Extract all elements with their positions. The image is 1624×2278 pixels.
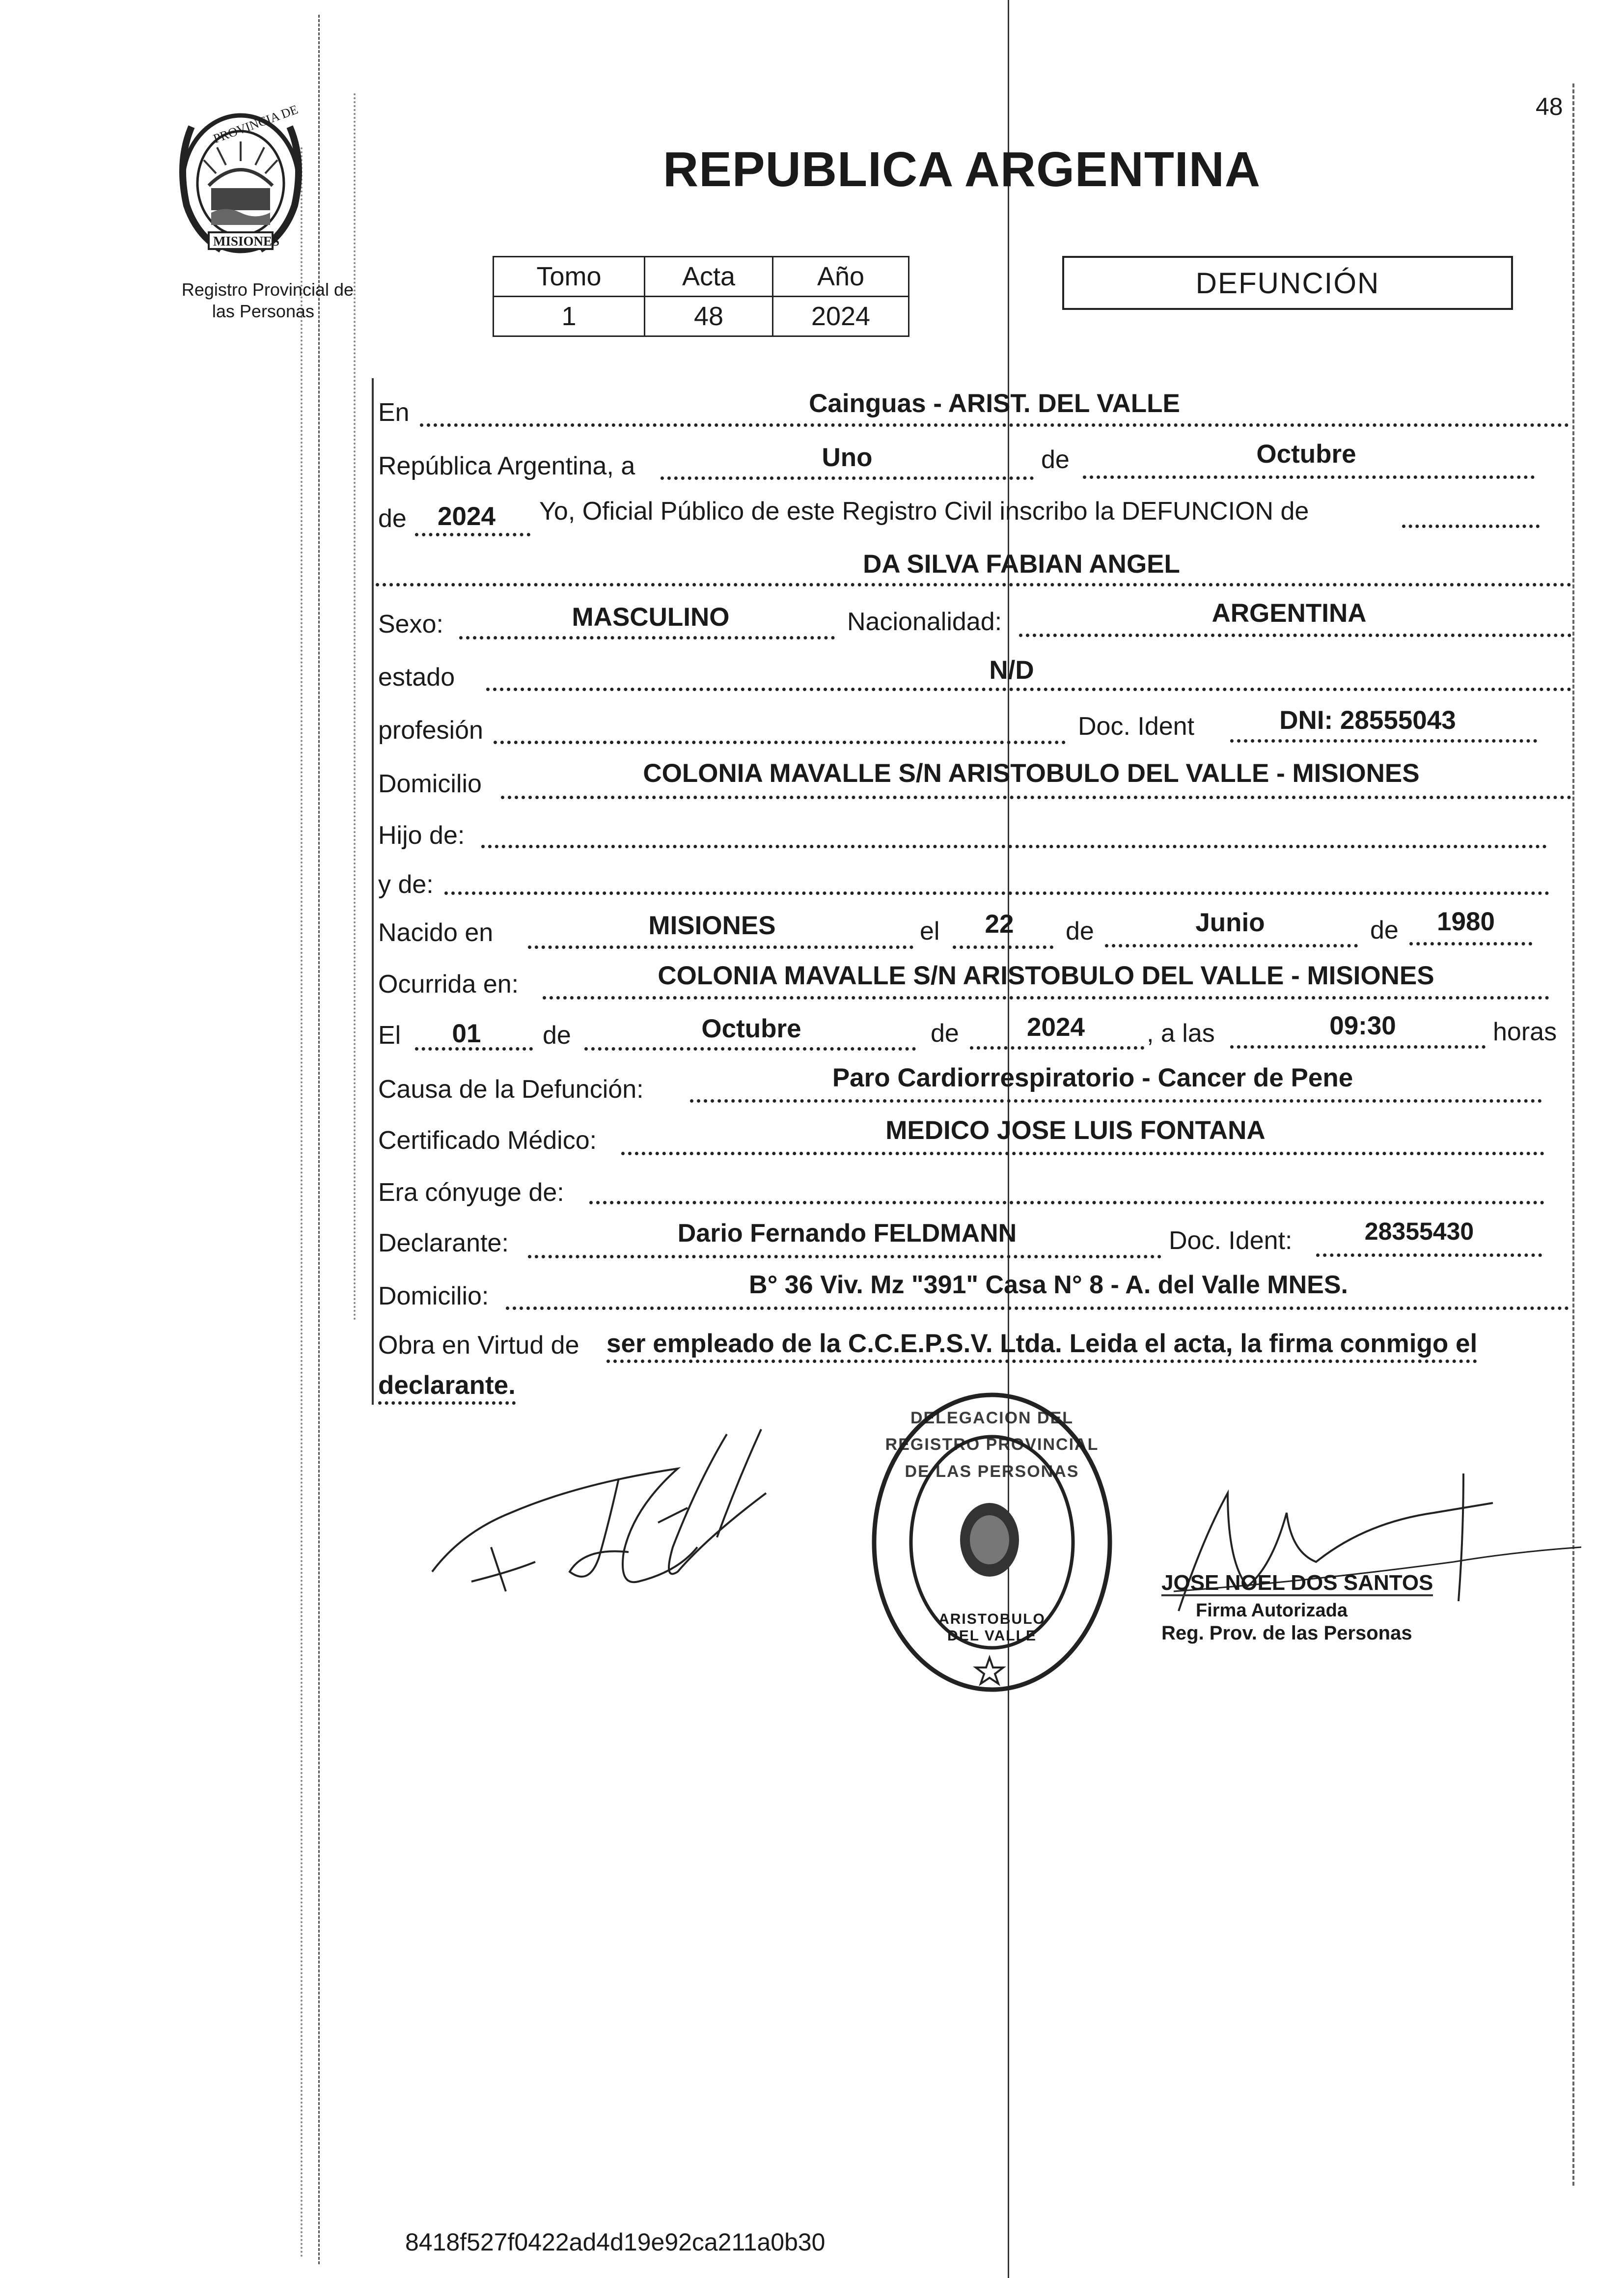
birth-month-dots xyxy=(1105,944,1358,947)
birth-month: Junio xyxy=(1195,908,1265,937)
en-dots xyxy=(420,423,1569,427)
birth-de-1: de xyxy=(1066,917,1094,945)
seal-outer-text: DELEGACION DEL REGISTRO PROVINCIAL DE LAS PERSONAS xyxy=(885,1409,1099,1481)
logo-bottom-text: MISIONES xyxy=(213,234,280,249)
death-month-dots xyxy=(584,1047,916,1051)
registry-line-2: las Personas xyxy=(212,301,314,321)
obra-value-line1: ser empleado de la C.C.E.P.S.V. Ltda. Leida el acta, la firma conmigo el xyxy=(606,1329,1477,1363)
declarante-dots xyxy=(528,1255,1161,1258)
hijo-dots xyxy=(481,845,1547,848)
domicilio-dots xyxy=(501,796,1571,799)
logo-top-text: PROVINCIA DE xyxy=(211,102,300,146)
tomo-header: Tomo xyxy=(494,257,645,297)
official-stamp-registry: Reg. Prov. de las Personas xyxy=(1161,1622,1412,1644)
domicilio2-label: Domicilio: xyxy=(378,1282,489,1310)
record-table-header-row xyxy=(494,257,909,297)
nacido-value: MISIONES xyxy=(648,911,776,940)
death-de-1: de xyxy=(543,1021,571,1050)
profesion-label: profesión xyxy=(378,716,483,745)
doc-ident2-dots xyxy=(1316,1253,1542,1257)
doc-ident-dots xyxy=(1230,739,1537,743)
record-table-value-row xyxy=(494,297,909,336)
declarante-label: Declarante: xyxy=(378,1229,509,1257)
en-label: En xyxy=(378,398,410,427)
yde-dots xyxy=(444,891,1549,895)
conyuge-dots xyxy=(589,1201,1544,1204)
death-time: 09:30 xyxy=(1329,1011,1396,1040)
death-day: 01 xyxy=(452,1019,481,1048)
day-dots xyxy=(661,476,1034,480)
ocurrida-value: COLONIA MAVALLE S/N ARISTOBULO DEL VALLE - MISIONES xyxy=(658,961,1434,990)
inscribo-dots xyxy=(1402,525,1540,528)
domicilio2-dots xyxy=(506,1306,1569,1310)
death-month: Octubre xyxy=(701,1014,801,1043)
year-value: 2024 xyxy=(438,502,495,531)
sexo-label: Sexo: xyxy=(378,610,443,639)
month-text: Octubre xyxy=(1256,440,1356,469)
doc-ident2-value: 28355430 xyxy=(1364,1218,1474,1245)
left-margin-line-2 xyxy=(354,93,356,1321)
tomo-value: 1 xyxy=(494,297,645,336)
alas-label: , a las xyxy=(1147,1019,1215,1048)
sexo-value: MASCULINO xyxy=(572,603,730,632)
ocurrida-dots xyxy=(543,996,1549,1000)
sexo-dots xyxy=(459,636,835,639)
hijo-label: Hijo de: xyxy=(378,821,465,850)
day-text: Uno xyxy=(822,443,873,472)
form-left-border xyxy=(372,378,374,1405)
certificado-dots xyxy=(621,1152,1544,1155)
el-label: el xyxy=(920,917,940,945)
yde-label: y de: xyxy=(378,870,434,899)
anio-header: Año xyxy=(773,257,909,297)
record-type-label: DEFUNCIÓN xyxy=(1195,266,1380,300)
acta-value: 48 xyxy=(645,297,773,336)
left-margin-line-3 xyxy=(301,147,303,2259)
obra-value-line2: declarante. xyxy=(378,1370,516,1405)
birth-day-dots xyxy=(953,945,1053,949)
death-year: 2024 xyxy=(1027,1013,1085,1042)
registry-line-1: Registro Provincial de xyxy=(181,279,354,300)
estado-dots xyxy=(486,688,1571,691)
causa-label: Causa de la Defunción: xyxy=(378,1075,644,1104)
domicilio-value: COLONIA MAVALLE S/N ARISTOBULO DEL VALLE - MISIONES xyxy=(643,759,1420,788)
en-value: Cainguas - ARIST. DEL VALLE xyxy=(809,389,1180,418)
province-logo xyxy=(162,102,319,259)
registry-name xyxy=(147,279,354,322)
document-hash: 8418f527f0422ad4d19e92ca211a0b30 xyxy=(405,2228,826,2256)
registry-seal xyxy=(864,1385,1120,1699)
el2-label: El xyxy=(378,1021,401,1050)
birth-de-2: de xyxy=(1370,916,1399,945)
declarant-signature xyxy=(422,1424,815,1611)
horas-label: horas xyxy=(1493,1018,1557,1046)
name-dots xyxy=(376,583,1571,586)
nacido-label: Nacido en xyxy=(378,918,494,947)
causa-dots xyxy=(690,1099,1542,1103)
year-dots xyxy=(415,533,530,536)
conyuge-label: Era cónyuge de: xyxy=(378,1178,564,1207)
certificado-value: MEDICO JOSE LUIS FONTANA xyxy=(885,1116,1266,1145)
seal-inner-text: ARISTOBULO DEL VALLE xyxy=(938,1611,1046,1644)
estado-label: estado xyxy=(378,663,455,692)
ocurrida-label: Ocurrida en: xyxy=(378,970,519,999)
deceased-name: DA SILVA FABIAN ANGEL xyxy=(863,550,1180,579)
left-margin-line xyxy=(318,15,320,2264)
inscribo-text: Yo, Oficial Público de este Registro Civil inscribo la DEFUNCION de xyxy=(539,497,1309,526)
domicilio-label: Domicilio xyxy=(378,770,482,798)
doc-ident-value: DNI: 28555043 xyxy=(1279,706,1456,735)
death-de-2: de xyxy=(931,1019,959,1048)
birth-year-dots xyxy=(1409,942,1532,945)
official-stamp-name: JOSE NOEL DOS SANTOS xyxy=(1161,1572,1433,1596)
nacido-dots xyxy=(528,945,913,949)
nacionalidad-label: Nacionalidad: xyxy=(847,608,1002,636)
official-stamp-role: Firma Autorizada xyxy=(1196,1600,1348,1621)
record-table xyxy=(493,256,909,337)
page-number: 48 xyxy=(1536,93,1563,120)
republica-label: República Argentina, a xyxy=(378,452,635,480)
declarante-value: Dario Fernando FELDMANN xyxy=(677,1219,1017,1248)
record-type-box xyxy=(1062,256,1513,310)
acta-header: Acta xyxy=(645,257,773,297)
profesion-dots xyxy=(494,741,1066,744)
form-right-border xyxy=(1572,83,1574,2186)
death-year-dots xyxy=(970,1046,1144,1050)
obra-label: Obra en Virtud de xyxy=(378,1331,579,1360)
birth-day: 22 xyxy=(985,910,1014,939)
month-dots xyxy=(1083,475,1535,479)
death-time-dots xyxy=(1230,1045,1486,1049)
anio-value: 2024 xyxy=(773,297,909,336)
official-stamp xyxy=(1161,1572,1466,1644)
page-title: REPUBLICA ARGENTINA xyxy=(663,142,1261,197)
doc-ident2-label: Doc. Ident: xyxy=(1169,1226,1293,1255)
certificado-label: Certificado Médico: xyxy=(378,1126,597,1155)
causa-value: Paro Cardiorrespiratorio - Cancer de Pene xyxy=(832,1063,1353,1092)
estado-value: N/D xyxy=(989,656,1034,685)
nacionalidad-dots xyxy=(1019,634,1571,637)
de-label-1: de xyxy=(1041,445,1070,474)
year-prefix: de xyxy=(378,504,407,533)
domicilio2-value: B° 36 Viv. Mz "391" Casa N° 8 - A. del Valle MNES. xyxy=(749,1271,1348,1299)
signature-icon xyxy=(422,1424,815,1611)
nacionalidad-value: ARGENTINA xyxy=(1211,599,1367,628)
birth-year: 1980 xyxy=(1437,907,1495,936)
doc-ident-label: Doc. Ident xyxy=(1078,712,1195,741)
